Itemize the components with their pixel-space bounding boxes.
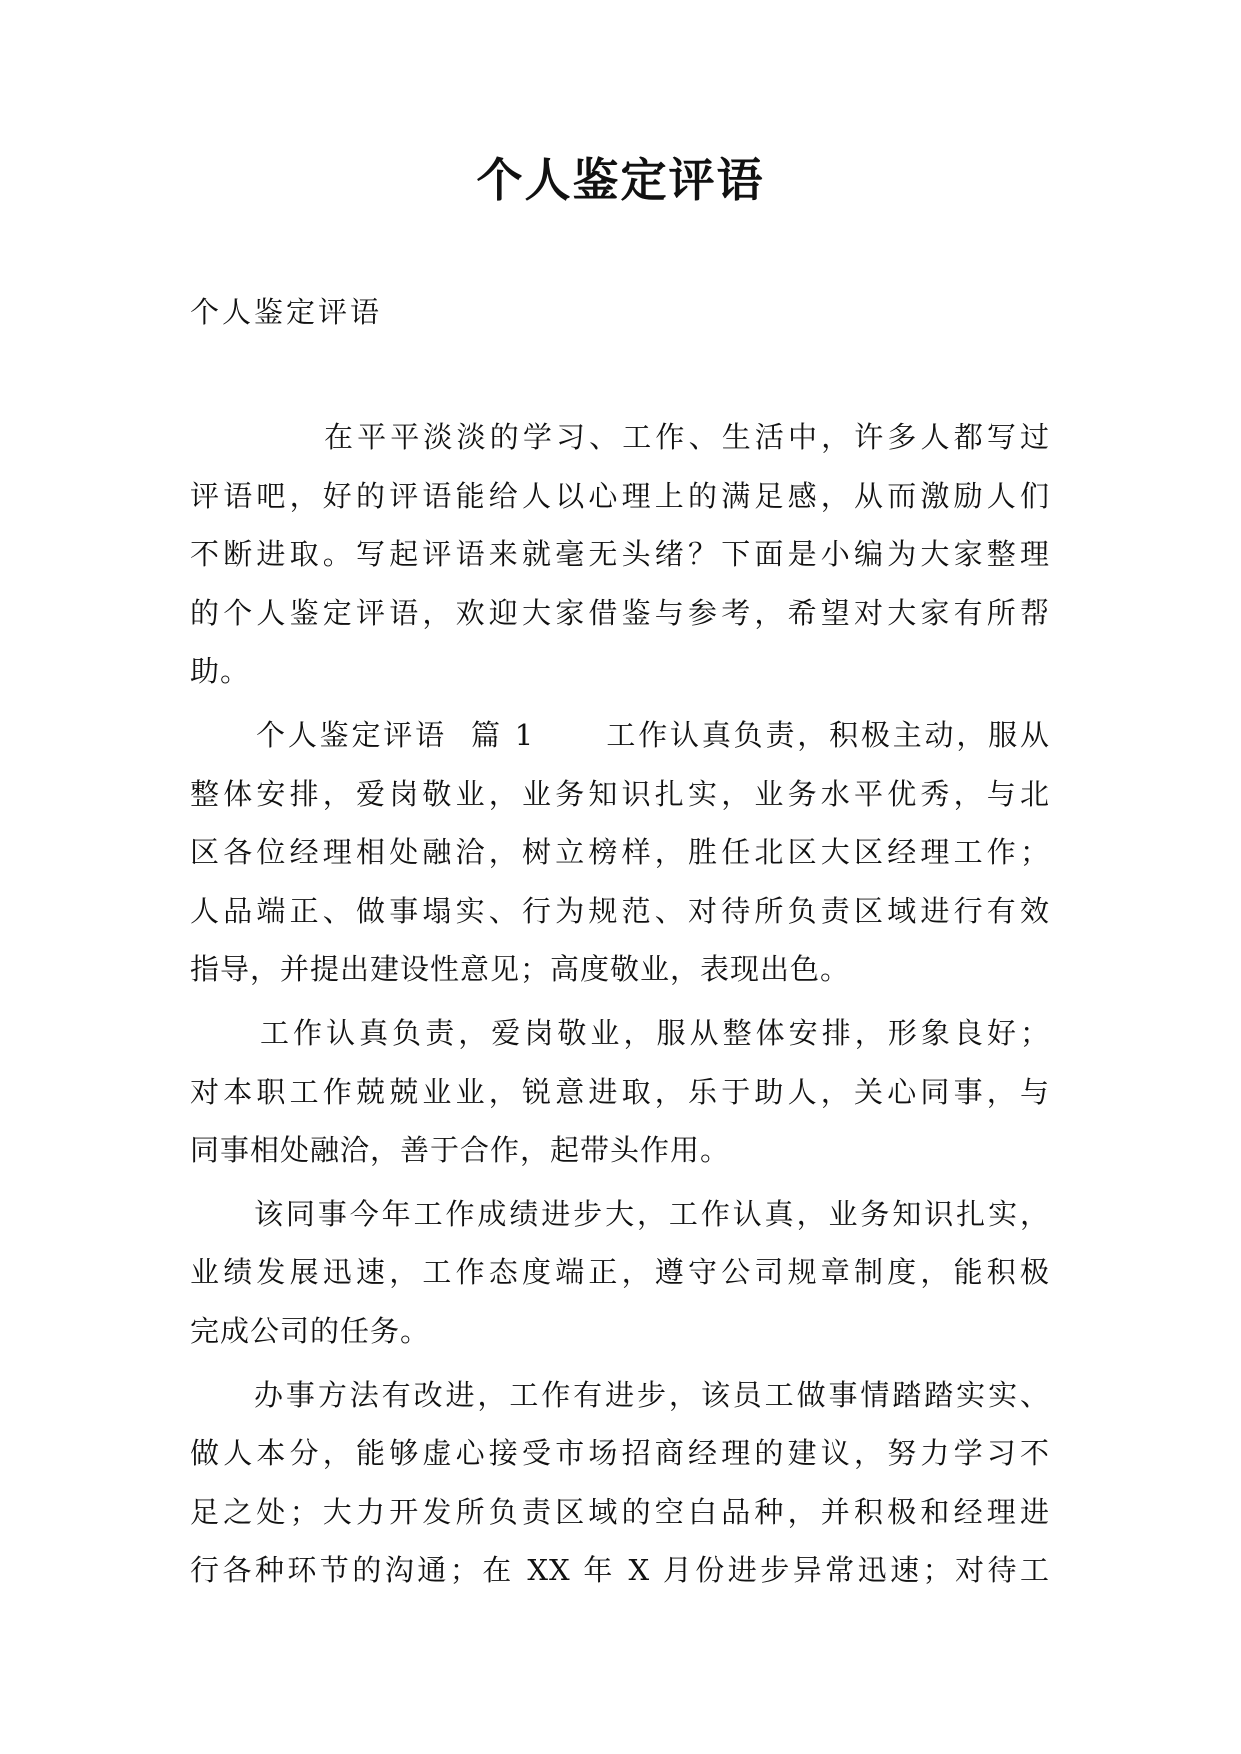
paragraph-line: 完成公司的任务。 (190, 1313, 431, 1348)
paragraph-line: 对本职工作兢兢业业，锐意进取，乐于助人，关心同事，与 (190, 1074, 1050, 1109)
paragraph-line: 在平平淡淡的学习、工作、生活中，许多人都写过 (324, 420, 1050, 454)
paragraph-line: 评语吧，好的评语能给人以心理上的满足感，从而激励人们 (190, 478, 1050, 513)
paragraph-intro (190, 408, 1050, 701)
paragraph-line: 助。 (190, 654, 251, 689)
paragraph-line: 整体安排，爱岗敬业，业务知识扎实，业务水平优秀，与北 (190, 776, 1050, 811)
paragraph-line: 足之处；大力开发所负责区域的空白品种，并积极和经理进 (190, 1494, 1050, 1529)
paragraph-line: 业绩发展迅速，工作态度端正，遵守公司规章制度，能积极 (190, 1255, 1050, 1290)
paragraph-comment-4 (190, 1366, 1050, 1600)
paragraph-line: 区各位经理相处融洽，树立榜样，胜任北区大区经理工作； (190, 835, 1050, 870)
paragraph-line: 人品端正、做事塌实、行为规范、对待所负责区域进行有效 (190, 893, 1050, 928)
paragraph-line: 的个人鉴定评语，欢迎大家借鉴与参考，希望对大家有所帮 (190, 595, 1050, 630)
paragraph-line: 做人本分，能够虚心接受市场招商经理的建议，努力学习不 (190, 1436, 1050, 1471)
paragraph-article-1 (190, 706, 1050, 999)
paragraph-comment-3 (190, 1185, 1050, 1361)
paragraph-line: 该同事今年工作成绩进步大，工作认真，业务知识扎实， (254, 1196, 1050, 1231)
document-title: 个人鉴定评语 (476, 153, 765, 207)
paragraph-line: 同事相处融洽，善于合作，起带头作用。 (190, 1133, 731, 1168)
document-subtitle: 个人鉴定评语 (190, 295, 383, 329)
paragraph-comment-2 (190, 1004, 1050, 1180)
paragraph-line: 不断进取。写起评语来就毫无头绪？下面是小编为大家整理 (190, 537, 1050, 572)
paragraph-line: 指导，并提出建设性意见；高度敬业，表现出色。 (190, 952, 851, 987)
paragraph-line: 工作认真负责，爱岗敬业，服从整体安排，形象良好； (260, 1015, 1050, 1050)
paragraph-line: 行各种环节的沟通；在 XX 年 X 月份进步异常迅速；对待工 (190, 1553, 1050, 1588)
paragraph-line: 办事方法有改进，工作有进步，该员工做事情踏踏实实、 (254, 1377, 1050, 1412)
document-body (190, 408, 1050, 1605)
paragraph-line: 个人鉴定评语 篇 1 工作认真负责，积极主动，服从 (256, 717, 1050, 752)
